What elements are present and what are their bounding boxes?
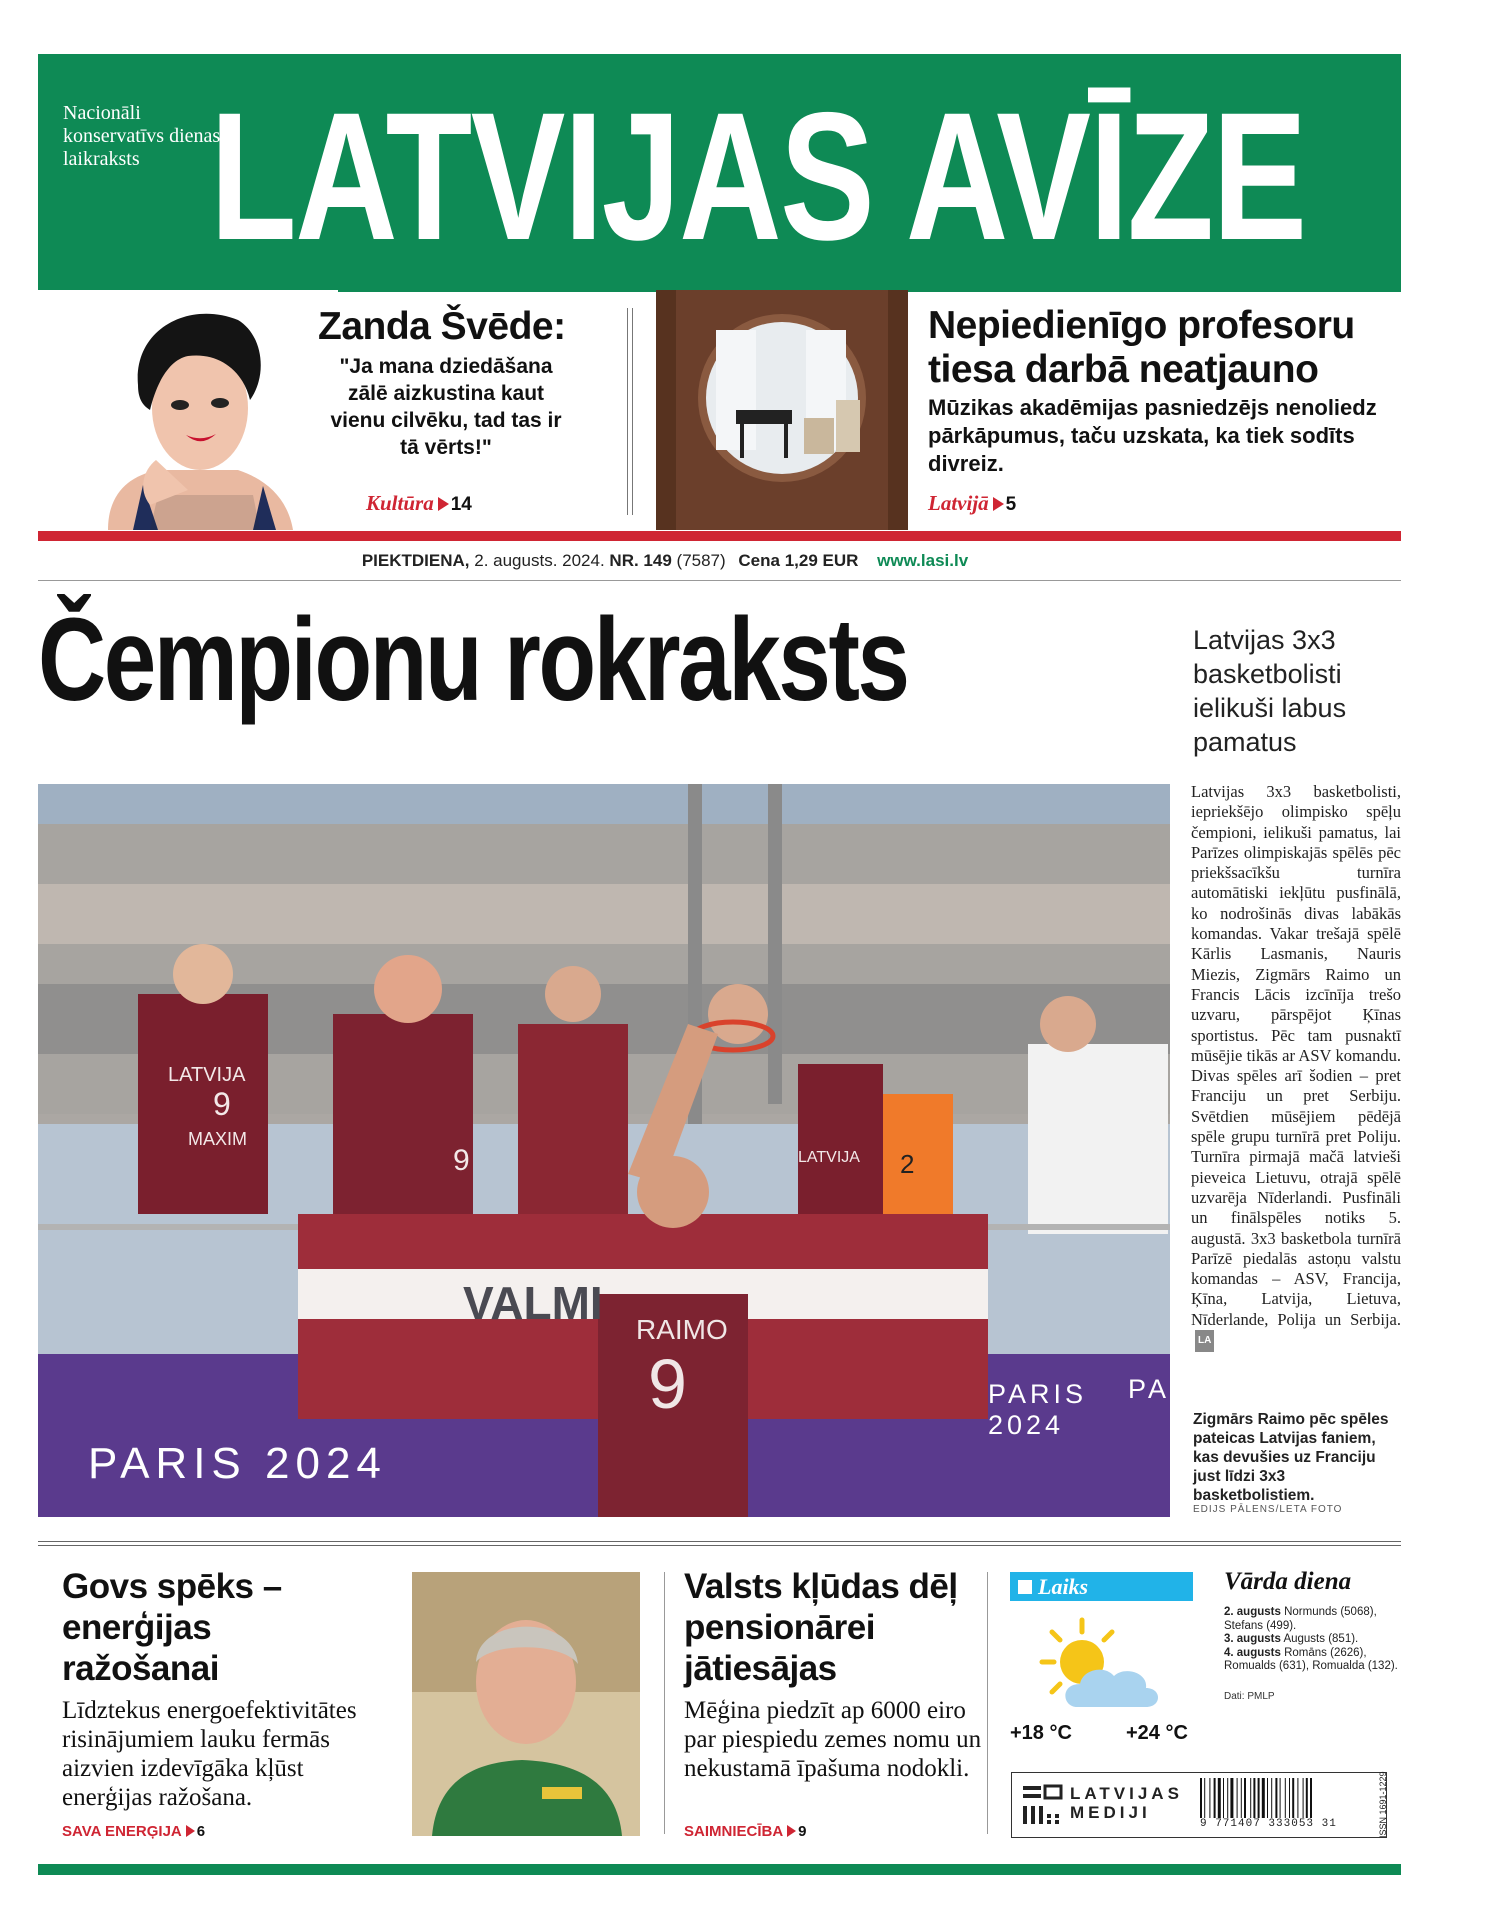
dateline-rule bbox=[38, 580, 1401, 581]
arrow-right-icon bbox=[438, 497, 449, 511]
barcode-number: 9 771407 333053 31 bbox=[1200, 1818, 1337, 1830]
publisher-name[interactable] bbox=[1070, 1784, 1183, 1822]
bottom-mid-subhead: Mēģina piedzīt ap 6000 eiro par piespiedu zemes nomu un nekustamā īpašuma nodokli. bbox=[684, 1697, 982, 1782]
jersey-number: 9 bbox=[648, 1345, 687, 1423]
teaser-right-section-link[interactable] bbox=[928, 491, 1016, 516]
website-link[interactable]: www.lasi.lv bbox=[877, 551, 969, 570]
main-headline[interactable]: Čempionu rokraksts bbox=[38, 594, 908, 726]
section-name: SAIMNIECĪBA bbox=[684, 1823, 784, 1840]
issn-number: ISSN 1691-1229 bbox=[1378, 1771, 1388, 1838]
bottom-left-headline[interactable]: Govs spēks – enerģijas ražošanai bbox=[62, 1567, 282, 1688]
dateline bbox=[0, 551, 1330, 571]
masthead-tagline: Nacionāli konservatīvs dienas laikraksts bbox=[63, 102, 221, 170]
banner-paris-3: PAR bbox=[1128, 1374, 1194, 1404]
name-days-title: Vārda diena bbox=[1224, 1568, 1352, 1595]
latvijas-mediji-logo-icon bbox=[1023, 1784, 1063, 1826]
fan-number-2: 9 bbox=[453, 1144, 470, 1177]
red-divider-bar bbox=[38, 531, 1401, 541]
teaser-right-headline[interactable]: Nepiedienīgo profesoru tiesa darbā neatjauno bbox=[928, 304, 1355, 391]
dateline-number: NR. 149 bbox=[609, 551, 672, 570]
green-footer-bar bbox=[38, 1864, 1401, 1875]
main-body-paragraph: Latvijas 3x3 basketbolisti, iepriekšējo olimpisko spēļu čempioni, ielikuši pamatus, lai Parīzes olimpiskajās spēlēs pēc priekšsacīkšu turnīra automātiski iekļūtu pusfinālā, ko nodrošinās divas labākās komandas. Vakar trešajā spēlē Kārlis Lasmanis, Nauris Miezis, Zigmārs Raimo un Francis Lācis izcīnīja trešo uzvaru, pārspējot Ķīnas sportistus. Pēc tam pusnaktī mūsējie tikās ar ASV komandu. Divas spēles arī šodien – pret Franciju un pret Serbiju. Svētdien mūsējiem pēdējā spēle grupu turnīrā pret Poliju. Turnīra pirmajā mačā latvieši pieveica Lietuvu, otrajā spēlē uzvarēja Nīderlandi. Pusfināli un finālspēles notiks 5. augustā. 3x3 basketbola turnīrā Parīzē piedalās astoņu valstu komandas – ASV, Francija, Ķīna, Latvija, Lietuva, Nīderlande, Polija un Serbija. bbox=[1191, 782, 1401, 1329]
arrow-right-icon bbox=[993, 497, 1004, 511]
sun-cloud-icon bbox=[1022, 1612, 1172, 1722]
teaser-left-section-link[interactable] bbox=[366, 491, 472, 516]
publisher-line1: LATVIJAS bbox=[1070, 1784, 1183, 1803]
weather-title bbox=[1010, 1572, 1193, 1601]
square-icon bbox=[1018, 1580, 1032, 1594]
flag-word: VALMI bbox=[463, 1277, 603, 1329]
fan-number-1: 9 bbox=[213, 1086, 231, 1122]
section-name: SAVA ENERĢIJA bbox=[62, 1823, 182, 1840]
fan-name-1: MAXIM bbox=[188, 1129, 248, 1149]
weather-title-text: Laiks bbox=[1038, 1574, 1089, 1599]
name-day-entry bbox=[1224, 1633, 1404, 1647]
arrow-right-icon bbox=[186, 1825, 195, 1837]
temperature-low: +18 °C bbox=[1010, 1722, 1072, 1744]
door-window-photo bbox=[656, 290, 908, 530]
name-day-names: Romāns (2626), Romualds (631), Romualda (132). bbox=[1224, 1646, 1398, 1672]
arrow-right-icon bbox=[787, 1825, 796, 1837]
teaser-left-quote: "Ja mana dziedāšana zālē aizkustina kaut vienu cilvēku, tad tas ir tā vērts!" bbox=[330, 355, 562, 459]
fan-jersey-text-1: LATVIJA bbox=[168, 1064, 246, 1086]
jersey-name: RAIMO bbox=[636, 1314, 728, 1345]
temperature-high: +24 °C bbox=[1126, 1722, 1188, 1744]
name-days-list bbox=[1224, 1606, 1404, 1674]
author-signature: LA bbox=[1195, 1330, 1214, 1352]
bottom-mid-headline[interactable]: Valsts kļūdas dēļ pensionārei jātiesājas bbox=[684, 1567, 958, 1688]
name-day-date: 2. augusts bbox=[1224, 1606, 1281, 1618]
publisher-line2: MEDIJI bbox=[1070, 1803, 1151, 1822]
name-day-names: Augusts (851). bbox=[1283, 1633, 1359, 1645]
teaser-right-subhead: Mūzikas akadēmijas pasniedzējs nenoliedz pārkāpumus, taču uzskata, ka tiek sodīts divreiz. bbox=[928, 395, 1377, 476]
photo-credit: EDIJS PĀLENS/LETA FOTO bbox=[1193, 1504, 1343, 1515]
name-days-source: Dati: PMLP bbox=[1224, 1691, 1275, 1702]
name-day-date: 3. augusts bbox=[1224, 1633, 1281, 1645]
main-dek: Latvijas 3x3 basketbolisti ielikuši labus pamatus bbox=[1193, 625, 1347, 757]
name-day-entry bbox=[1224, 1606, 1404, 1633]
dateline-total: (7587) bbox=[676, 551, 726, 570]
page-number: 14 bbox=[450, 494, 472, 515]
teaser-left-headline[interactable]: Zanda Švēde: bbox=[318, 305, 566, 348]
bottom-mid-section-link[interactable] bbox=[684, 1823, 807, 1840]
section-rule bbox=[38, 1541, 1401, 1546]
dateline-price: Cena 1,29 EUR bbox=[738, 551, 859, 570]
section-name: Kultūra bbox=[366, 491, 434, 515]
bottom-left-subhead: Līdztekus energoefektivitātes risinājumiem lauku fermās aizvien izdevīgāka kļūst enerģijas ražošana. bbox=[62, 1697, 357, 1811]
dateline-date: 2. augusts. 2024. bbox=[474, 551, 605, 570]
column-divider bbox=[664, 1572, 665, 1834]
zanda-svede-photo bbox=[38, 290, 338, 530]
main-photo-basketball-fans bbox=[38, 784, 1194, 1517]
dateline-day: PIEKTDIENA, bbox=[361, 551, 470, 570]
newspaper-logo[interactable]: LATVIJAS AVĪZE bbox=[210, 74, 1306, 278]
barcode bbox=[1200, 1778, 1372, 1820]
fan-number-4: 2 bbox=[900, 1149, 915, 1179]
page-number: 9 bbox=[798, 1823, 807, 1840]
farmer-portrait-photo bbox=[412, 1572, 640, 1836]
page-number: 5 bbox=[1005, 494, 1017, 515]
column-divider bbox=[987, 1572, 988, 1834]
page-number: 6 bbox=[196, 1823, 206, 1840]
bottom-left-section-link[interactable] bbox=[62, 1823, 205, 1840]
name-day-names: Normunds (5068), Stefans (499). bbox=[1224, 1606, 1377, 1632]
teaser-divider bbox=[627, 308, 633, 515]
name-day-entry bbox=[1224, 1647, 1404, 1674]
banner-paris-2: PARIS 2024 bbox=[988, 1379, 1088, 1440]
banner-paris-1: PARIS 2024 bbox=[88, 1439, 387, 1488]
main-body-text bbox=[1191, 782, 1401, 1352]
section-name: Latvijā bbox=[928, 491, 989, 515]
fan-jersey-text-3: LATVIJA bbox=[798, 1149, 860, 1166]
photo-caption: Zigmārs Raimo pēc spēles pateicas Latvijas faniem, kas devušies uz Franciju just līdzi 3x3 basketbolistiem. bbox=[1193, 1411, 1389, 1504]
name-day-date: 4. augusts bbox=[1224, 1646, 1281, 1659]
